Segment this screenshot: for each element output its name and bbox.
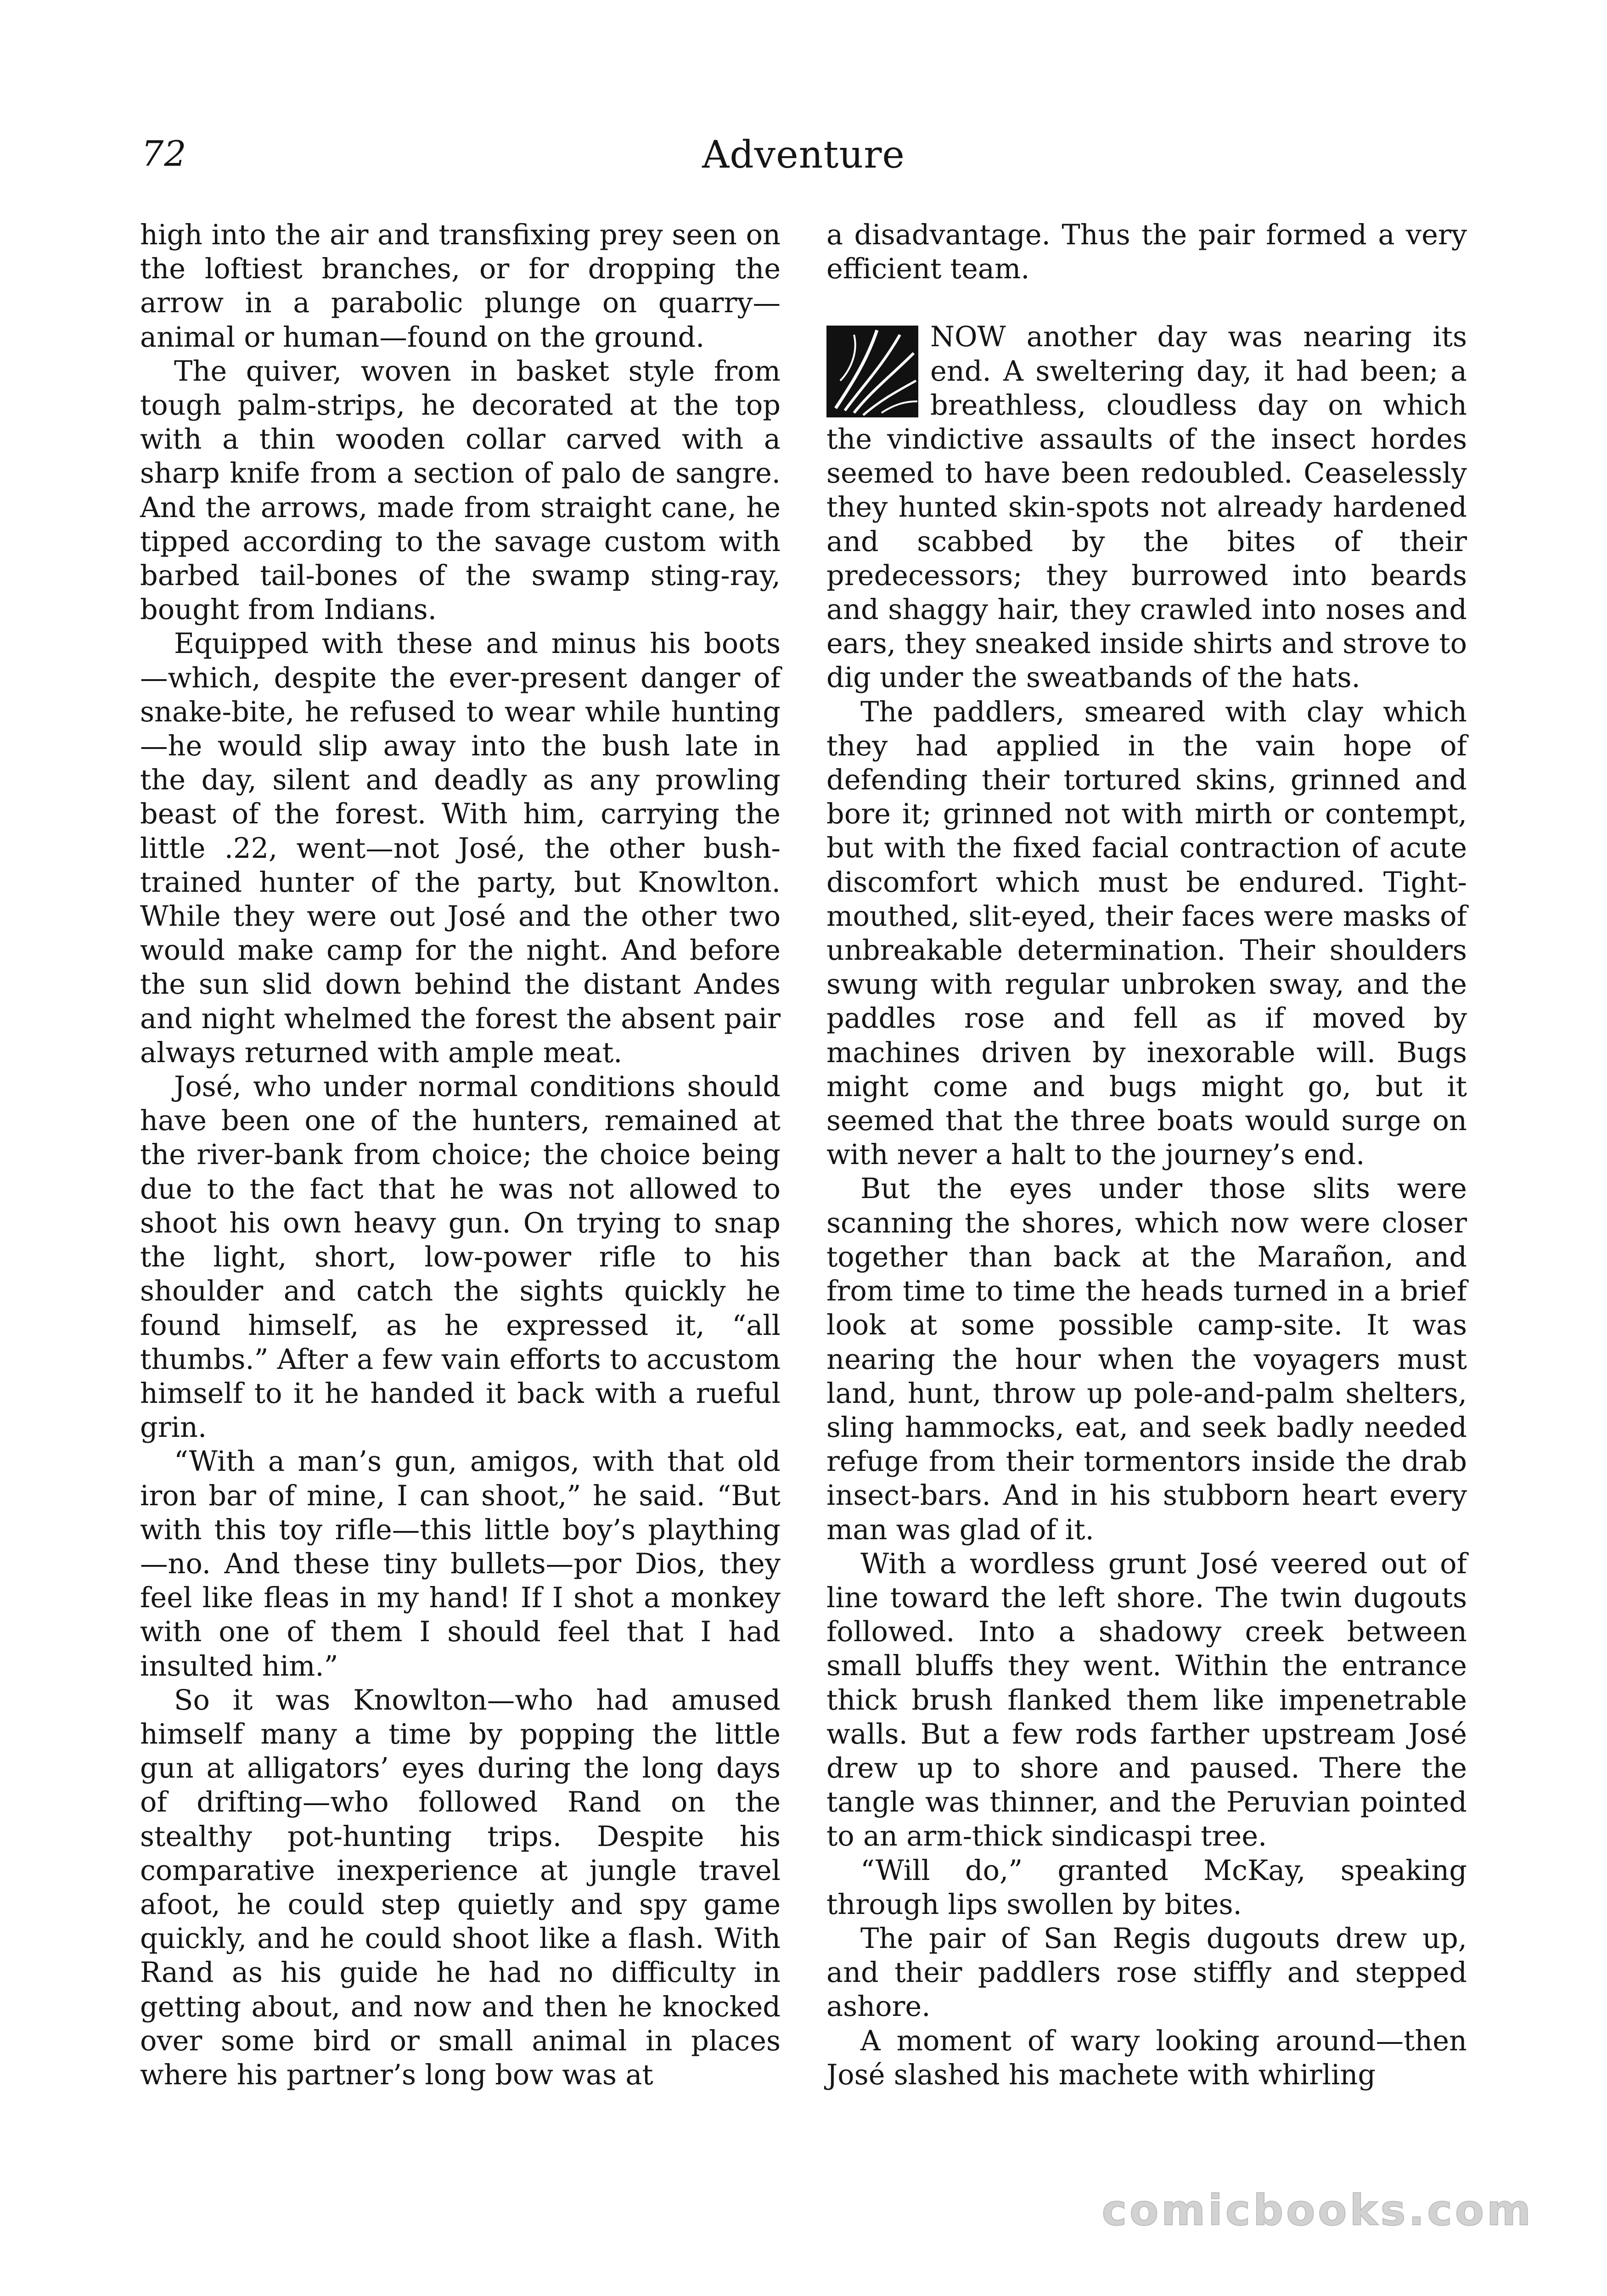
paragraph: a disadvantage. Thus the pair formed a very efficient team. [826,219,1467,286]
right-column [826,218,1467,2092]
paragraph: So it was Knowlton—who had amused himself many a time by popping the little gun at alligators’ eyes during the long days of drifting—who followed Rand on the stealthy pot-hunting trips. Despite his comparative inexperience at jungle travel afoot, he could step quietly and spy game quickly, and he could shoot like a flash. With Rand as his guide he had no difficulty in getting about, and now and then he knocked over some bird or small animal in places where his partner’s long bow was at [140,1684,781,2091]
paragraph: “With a man’s gun, amigos, with that old iron bar of mine, I can shoot,” he said. “But with this toy rifle—this little boy’s plaything—no. And these tiny bullets—por Dios, they feel like fleas in my hand! If I shot a monkey with one of them I should feel that I had insulted him.” [140,1446,781,1683]
page-number: 72 [141,133,187,174]
section-start [826,320,1467,695]
paragraph: José, who under normal conditions should have been one of the hunters, remained at the river-bank from choice; the choice being due to the fact that he was not allowed to shoot his own heavy gun. On trying to snap the light, short, low-power rifle to his shoulder and catch the sights quickly he found himself, as he expressed it, “all thumbs.” After a few vain efforts to accustom himself to it he handed it back with a rueful grin. [140,1071,781,1444]
paragraph: The quiver, woven in basket style from tough palm-strips, he decorated at the top with a thin wooden collar carved with a sharp knife from a section of palo de sangre. And the arrows, made from straight cane, he tipped according to the savage custom with barbed tail-bones of the swamp sting-ray, bought from Indians. [140,355,781,626]
paragraph: NOW another day was nearing its end. A sweltering day, it had been; a breathless, cloudless day on which the vindictive assaults of the insect hordes seemed to have been redoubled. Ceaselessly they hunted skin-spots not already hardened and scabbed by the bites of their predecessors; they burrowed into beards and shaggy hair, they crawled into noses and ears, they sneaked inside shirts and strove to dig under the sweatbands of the hats. [826,321,1467,694]
paragraph: The pair of San Regis dugouts drew up, and their paddlers rose stiffly and stepped ashore. [826,1922,1467,2023]
paragraph: But the eyes under those slits were scanning the shores, which now were closer together than back at the Marañon, and from time to time the heads turned in a brief look at some possible camp-site. It was nearing the hour when the voyagers must land, hunt, throw up pole-and-palm shelters, sling hammocks, eat, and seek badly needed refuge from their tormentors inside the drab insect-bars. And in his stubborn heart every man was glad of it. [826,1173,1467,1546]
running-head: Adventure [702,133,905,177]
paragraph: With a wordless grunt José veered out of line toward the left shore. The twin dugouts followed. Into a shadowy creek between small bluffs they went. Within the entrance thick brush flanked them like impenetrable walls. But a few rods farther upstream José drew up to shore and paused. There the tangle was thinner, and the Peruvian pointed to an arm-thick sindicaspi tree. [826,1548,1467,1853]
paragraph: The paddlers, smeared with clay which they had applied in the vain hope of defending their tortured skins, grinned and bore it; grinned not with mirth or contempt, but with the fixed facial contraction of acute discomfort which must be endured. Tight-mouthed, slit-eyed, their faces were masks of unbreakable determination. Their shoulders swung with regular unbroken sway, and the paddles rose and fell as if moved by machines driven by inexorable will. Bugs might come and bugs might go, but it seemed that the three boats would surge on with never a halt to the journey’s end. [826,696,1467,1171]
paragraph: A moment of wary looking around—then José slashed his machete with whirling [826,2025,1467,2091]
paragraph: “Will do,” granted McKay, speaking through lips swollen by bites. [826,1854,1467,1921]
decorative-drop-cap-icon [826,326,918,417]
left-column [140,218,781,2092]
paragraph: high into the air and transfixing prey seen on the loftiest branches, or for dropping the arrow in a parabolic plunge on quarry—animal or human—found on the ground. [140,219,781,354]
watermark: comicbooks.com [1101,2186,1534,2235]
paragraph: Equipped with these and minus his boots—which, despite the ever-present danger of snake-bite, he refused to wear while hunting—he would slip away into the bush late in the day, silent and deadly as any prowling beast of the forest. With him, carrying the little .22, went—not José, the other bush-trained hunter of the party, but Knowlton. While they were out José and the other two would make camp for the night. And before the sun slid down behind the distant Andes and night whelmed the forest the absent pair always returned with ample meat. [140,628,781,1069]
